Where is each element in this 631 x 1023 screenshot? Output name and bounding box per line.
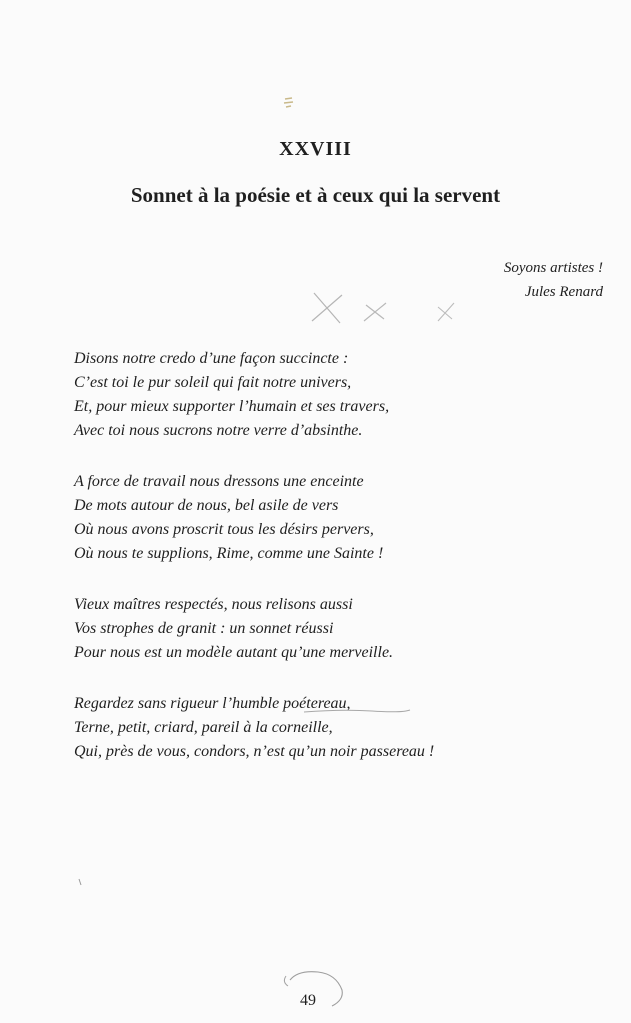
pencil-underline-mark: [302, 706, 412, 716]
poem-line: Qui, près de vous, condors, n’est qu’un noir passereau !: [74, 743, 435, 760]
epigraph-quote: Soyons artistes !: [503, 260, 603, 276]
poem-line: De mots autour de nous, bel asile de vers: [74, 497, 339, 514]
chapter-title: Sonnet à la poésie et à ceux qui la servent: [130, 183, 501, 207]
ink-smudge-mark: [283, 96, 295, 110]
chapter-number: XXVIII: [279, 138, 352, 160]
page-number: 49: [300, 992, 316, 1009]
poem-line: Vos strophes de granit : un sonnet réussi: [74, 620, 334, 637]
stanza-1: [74, 347, 434, 443]
poem: [74, 347, 434, 791]
stanza-4: [74, 692, 434, 764]
poem-line: Disons notre credo d’une façon succincte :: [74, 350, 349, 367]
poem-line: C’est toi le pur soleil qui fait notre univers,: [74, 374, 352, 391]
poem-line: Vieux maîtres respectés, nous relisons aussi: [74, 596, 353, 613]
pencil-cross-marks: [300, 283, 470, 333]
poem-line: A force de travail nous dressons une enceinte: [74, 473, 364, 490]
poem-line: Avec toi nous sucrons notre verre d’absinthe.: [74, 422, 363, 439]
poem-line: Où nous avons proscrit tous les désirs pervers,: [74, 521, 374, 538]
poem-line: Où nous te supplions, Rime, comme une Sainte !: [74, 545, 384, 562]
pencil-tick-mark: [77, 878, 83, 886]
page-number-area: [278, 966, 350, 1018]
poem-line: Regardez sans rigueur l’humble poétereau,: [74, 695, 351, 712]
epigraph: [504, 256, 603, 304]
poem-line: Et, pour mieux supporter l’humain et ses travers,: [74, 398, 390, 415]
poem-line: Pour nous est un modèle autant qu’une merveille.: [74, 644, 394, 661]
epigraph-author: Jules Renard: [524, 284, 603, 300]
stanza-3: [74, 593, 434, 665]
poem-line: Terne, petit, criard, pareil à la corneille,: [74, 719, 333, 736]
stanza-2: [74, 470, 434, 566]
